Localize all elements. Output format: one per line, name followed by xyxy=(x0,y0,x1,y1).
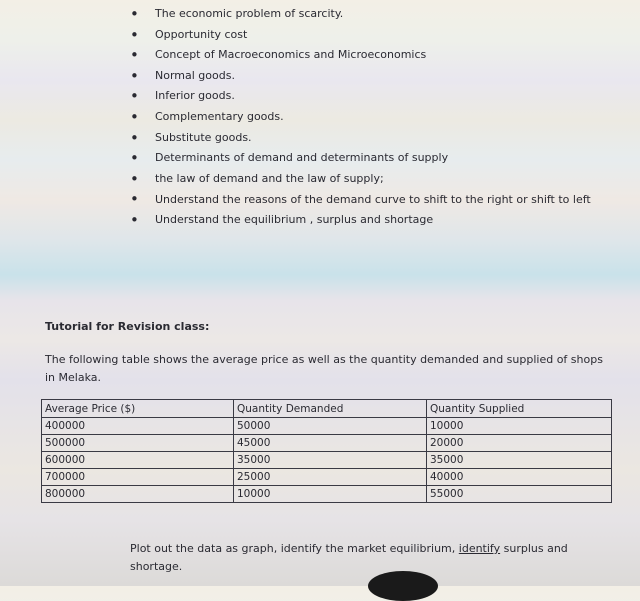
header-quantity-demanded: Quantity Demanded xyxy=(234,400,427,418)
topic-item: • Normal goods. xyxy=(118,66,598,87)
topic-item: • Substitute goods. xyxy=(118,128,598,149)
cell-demanded: 35000 xyxy=(234,452,427,469)
topic-item: • Inferior goods. xyxy=(118,86,598,107)
price-quantity-table xyxy=(41,399,612,503)
tutorial-intro: The following table shows the average price as well as the quantity demanded and supplied of shops in Melaka. xyxy=(45,353,603,384)
cell-price: 500000 xyxy=(42,435,234,452)
topic-item: • The economic problem of scarcity. xyxy=(118,4,598,25)
cell-supplied: 20000 xyxy=(427,435,612,452)
cell-price: 800000 xyxy=(42,486,234,503)
topic-item: • the law of demand and the law of supply; xyxy=(118,169,598,190)
table-row xyxy=(42,435,612,452)
cell-price: 700000 xyxy=(42,469,234,486)
cell-price: 400000 xyxy=(42,418,234,435)
topic-item: • Concept of Macroeconomics and Microeconomics xyxy=(118,45,598,66)
table-row xyxy=(42,418,612,435)
cell-demanded: 10000 xyxy=(234,486,427,503)
cell-demanded: 45000 xyxy=(234,435,427,452)
header-average-price: Average Price ($) xyxy=(42,400,234,418)
task-instruction xyxy=(130,540,610,576)
cell-demanded: 50000 xyxy=(234,418,427,435)
header-quantity-supplied: Quantity Supplied xyxy=(427,400,612,418)
table-header-row xyxy=(42,400,612,418)
task-underlined-word: identify xyxy=(458,542,501,555)
task-text-start: Plot out the data as graph, identify the market equilibrium, xyxy=(130,542,459,555)
topic-item: • Understand the equilibrium , surplus and shortage xyxy=(118,210,598,231)
tutorial-heading: Tutorial for Revision class: xyxy=(45,320,210,333)
table-row xyxy=(42,469,612,486)
topic-item: • Determinants of demand and determinants of supply xyxy=(118,148,598,169)
cell-supplied: 10000 xyxy=(427,418,612,435)
task-text-end: surplus and shortage. xyxy=(130,542,568,573)
table-row xyxy=(42,452,612,469)
topic-item: • Understand the reasons of the demand curve to shift to the right or shift to left xyxy=(118,189,598,210)
dark-smudge xyxy=(368,571,438,601)
cell-price: 600000 xyxy=(42,452,234,469)
cell-supplied: 40000 xyxy=(427,469,612,486)
table-row xyxy=(42,486,612,503)
cell-supplied: 35000 xyxy=(427,452,612,469)
topic-item: • Opportunity cost xyxy=(118,25,598,46)
topic-list xyxy=(118,4,598,231)
cell-demanded: 25000 xyxy=(234,469,427,486)
topic-item: • Complementary goods. xyxy=(118,107,598,128)
cell-supplied: 55000 xyxy=(427,486,612,503)
